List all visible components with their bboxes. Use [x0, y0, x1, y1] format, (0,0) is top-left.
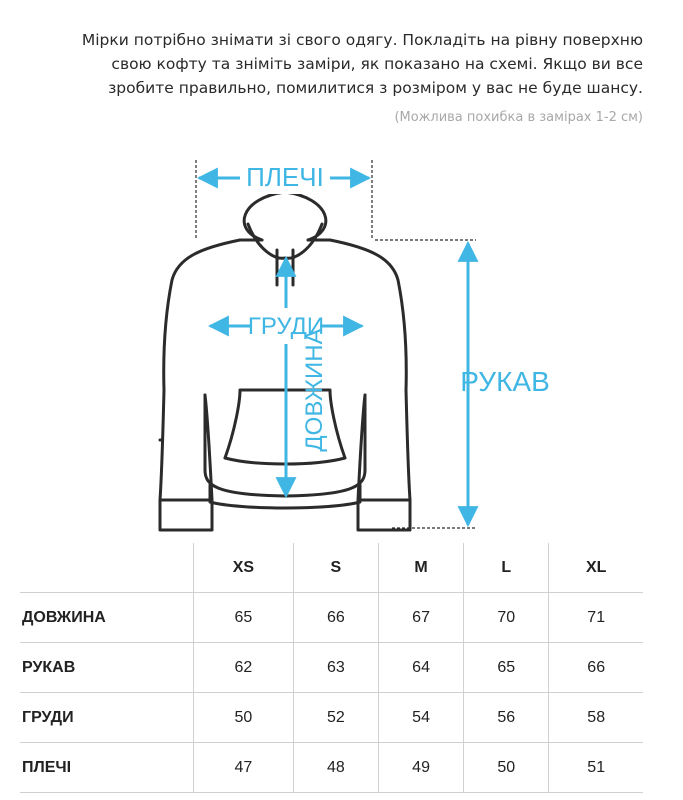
- table-cell: 64: [378, 643, 463, 693]
- table-cell: 51: [549, 743, 643, 793]
- hoodie-measurement-diagram: [0, 140, 683, 540]
- intro-line-3: зробите правильно, помилитися з розміром у вас не буде шансу.: [108, 79, 643, 97]
- row-label: ДОВЖИНА: [20, 593, 194, 643]
- length-label: ДОВЖИНА: [301, 328, 328, 452]
- size-header: L: [464, 543, 549, 593]
- row-label: ГРУДИ: [20, 693, 194, 743]
- chest-label: ГРУДИ: [247, 313, 325, 340]
- shoulders-label: ПЛЕЧІ: [246, 162, 324, 192]
- table-cell: 65: [194, 593, 294, 643]
- table-row: [20, 593, 643, 643]
- intro-line-2: свою кофту та зніміть заміри, як показано на схемі. Якщо ви все: [111, 55, 643, 73]
- row-label: РУКАВ: [20, 643, 194, 693]
- intro-line-1: Мірки потрібно знімати зі свого одягу. Покладіть на рівну поверхню: [81, 31, 643, 49]
- table-cell: 56: [464, 693, 549, 743]
- table-cell: 63: [293, 643, 378, 693]
- table-cell: 66: [549, 643, 643, 693]
- size-header: S: [293, 543, 378, 593]
- intro-text: [43, 28, 643, 100]
- guide-lines: [196, 160, 476, 528]
- table-cell: 58: [549, 693, 643, 743]
- table-cell: 47: [194, 743, 294, 793]
- table-row: [20, 643, 643, 693]
- table-cell: 52: [293, 693, 378, 743]
- table-cell: 48: [293, 743, 378, 793]
- table-cell: 49: [378, 743, 463, 793]
- table-cell: 67: [378, 593, 463, 643]
- table-cell: 66: [293, 593, 378, 643]
- table-cell: 62: [194, 643, 294, 693]
- table-cell: 71: [549, 593, 643, 643]
- size-header: M: [378, 543, 463, 593]
- measurement-error-note: (Можлива похибка в замірах 1-2 см): [394, 110, 643, 125]
- table-corner: [20, 543, 194, 593]
- size-header: XL: [549, 543, 643, 593]
- size-header: XS: [194, 543, 294, 593]
- table-cell: 70: [464, 593, 549, 643]
- size-chart-table: [20, 543, 643, 793]
- table-header-row: [20, 543, 643, 593]
- table-cell: 65: [464, 643, 549, 693]
- table-cell: 54: [378, 693, 463, 743]
- table-row: [20, 743, 643, 793]
- table-cell: 50: [194, 693, 294, 743]
- table-row: [20, 693, 643, 743]
- row-label: ПЛЕЧІ: [20, 743, 194, 793]
- table-cell: 50: [464, 743, 549, 793]
- sleeve-label: РУКАВ: [460, 366, 550, 397]
- measure-arrows: [199, 178, 468, 525]
